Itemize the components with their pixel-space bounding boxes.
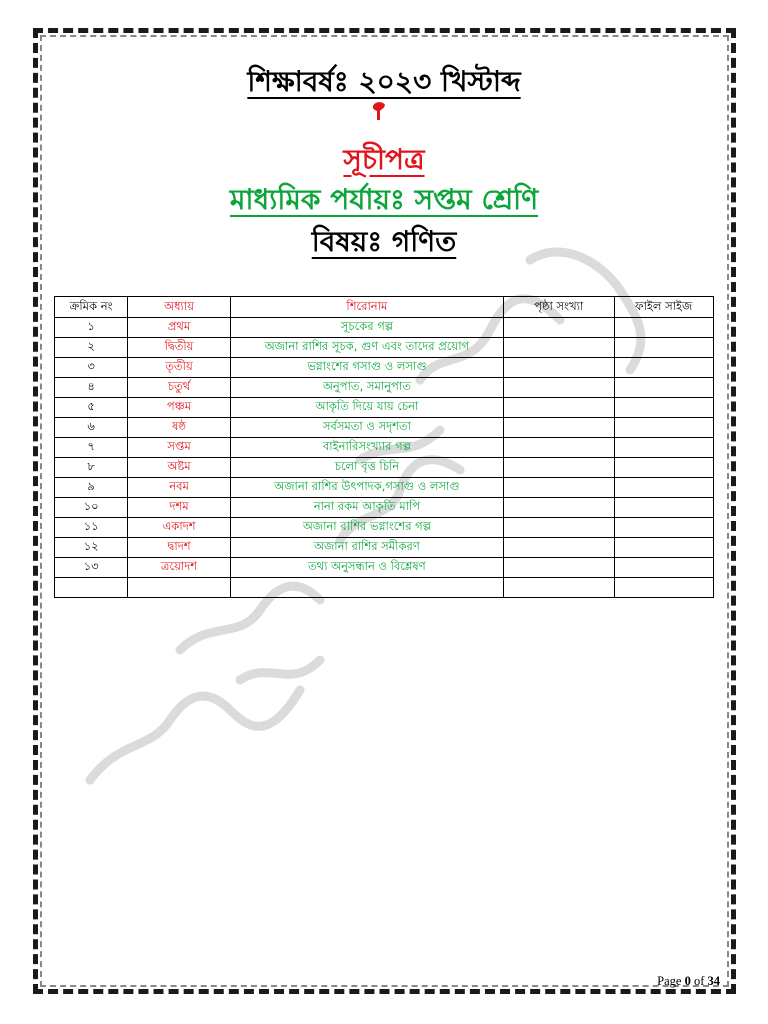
serial-cell: ১২ xyxy=(55,538,128,558)
serial-cell: ৭ xyxy=(55,438,128,458)
file-size-cell xyxy=(614,438,713,458)
page-number-footer xyxy=(657,974,720,989)
table-row xyxy=(55,558,714,578)
page-count-cell xyxy=(504,378,615,398)
serial-cell xyxy=(55,578,128,598)
chapter-cell: দ্বাদশ xyxy=(128,538,230,558)
file-size-cell xyxy=(614,378,713,398)
academic-year-heading: শিক্ষাবর্ষঃ ২০২৩ খিস্টাব্দ xyxy=(247,65,521,98)
file-size-cell xyxy=(614,578,713,598)
table-row xyxy=(55,518,714,538)
header-serial-no: ক্রমিক নং xyxy=(55,297,128,318)
serial-cell: ৮ xyxy=(55,458,128,478)
serial-cell: ১৩ xyxy=(55,558,128,578)
index-title: সূচীপত্র xyxy=(343,143,425,176)
table-row xyxy=(55,398,714,418)
title-cell: অজানা রাশির উৎপাদক,গসাগু ও লসাগু xyxy=(230,478,503,498)
title-cell: তথ্য অনুসন্ধান ও বিশ্লেষণ xyxy=(230,558,503,578)
table-row xyxy=(55,378,714,398)
page-label: Page xyxy=(657,974,682,988)
serial-cell: ৫ xyxy=(55,398,128,418)
serial-cell: ১১ xyxy=(55,518,128,538)
page-count-cell xyxy=(504,458,615,478)
chapter-cell: প্রথম xyxy=(128,318,230,338)
chapter-cell: চতুর্থ xyxy=(128,378,230,398)
file-size-cell xyxy=(614,398,713,418)
table-row xyxy=(55,418,714,438)
decorative-mark-icon xyxy=(371,100,387,122)
chapter-cell: পঞ্চম xyxy=(128,398,230,418)
title-cell: অজানা রাশির সূচক, গুণ এবং তাদের প্রয়োগ xyxy=(230,338,503,358)
chapter-cell: দ্বিতীয় xyxy=(128,338,230,358)
table-row xyxy=(55,458,714,478)
title-cell: ভগ্নাংশের গসাগু ও লসাগু xyxy=(230,358,503,378)
file-size-cell xyxy=(614,498,713,518)
page-count-cell xyxy=(504,518,615,538)
chapter-cell: নবম xyxy=(128,478,230,498)
page-count-cell xyxy=(504,478,615,498)
file-size-cell xyxy=(614,538,713,558)
file-size-cell xyxy=(614,458,713,478)
header-file-size: ফাইল সাইজ xyxy=(614,297,713,318)
chapter-cell: একাদশ xyxy=(128,518,230,538)
title-cell: আকৃতি দিয়ে যায় চেনা xyxy=(230,398,503,418)
title-cell: সর্বসমতা ও সদৃশতা xyxy=(230,418,503,438)
file-size-cell xyxy=(614,418,713,438)
serial-cell: ১০ xyxy=(55,498,128,518)
page-count-cell xyxy=(504,358,615,378)
table-row xyxy=(55,318,714,338)
title-cell: চলো বৃত্ত চিনি xyxy=(230,458,503,478)
serial-cell: ৯ xyxy=(55,478,128,498)
serial-cell: ৬ xyxy=(55,418,128,438)
table-row xyxy=(55,578,714,598)
title-cell: সূচকের গল্প xyxy=(230,318,503,338)
header-page-count: পৃষ্ঠা সংখ্যা xyxy=(504,297,615,318)
serial-cell: ২ xyxy=(55,338,128,358)
chapter-cell: অষ্টম xyxy=(128,458,230,478)
contents-table xyxy=(54,296,714,598)
page-count-cell xyxy=(504,538,615,558)
subject-heading: বিষয়ঃ গণিত xyxy=(311,225,457,258)
file-size-cell xyxy=(614,558,713,578)
title-cell: অজানা রাশির ভগ্নাংশের গল্প xyxy=(230,518,503,538)
title-cell: অনুপাত, সমানুপাত xyxy=(230,378,503,398)
chapter-cell: দশম xyxy=(128,498,230,518)
page-count-cell xyxy=(504,438,615,458)
page-count-cell xyxy=(504,558,615,578)
table-row xyxy=(55,498,714,518)
current-page: 0 xyxy=(684,974,691,988)
page-count-cell xyxy=(504,318,615,338)
serial-cell: ৩ xyxy=(55,358,128,378)
chapter-cell: ষষ্ঠ xyxy=(128,418,230,438)
file-size-cell xyxy=(614,518,713,538)
of-label: of xyxy=(693,974,705,988)
table-row xyxy=(55,338,714,358)
stage-heading: মাধ্যমিক পর্যায়ঃ সপ্তম শ্রেণি xyxy=(229,183,539,216)
table-row xyxy=(55,358,714,378)
total-pages: 34 xyxy=(707,974,720,988)
chapter-cell: সপ্তম xyxy=(128,438,230,458)
file-size-cell xyxy=(614,338,713,358)
table-header-row xyxy=(55,297,714,318)
page-count-cell xyxy=(504,398,615,418)
page-count-cell xyxy=(504,418,615,438)
header-title: শিরোনাম xyxy=(230,297,503,318)
title-cell: বাইনারিসংখ্যার গল্প xyxy=(230,438,503,458)
table-row xyxy=(55,478,714,498)
file-size-cell xyxy=(614,358,713,378)
title-cell: অজানা রাশির সমীকরণ xyxy=(230,538,503,558)
page-count-cell xyxy=(504,338,615,358)
chapter-cell: ত্রয়োদশ xyxy=(128,558,230,578)
title-cell xyxy=(230,578,503,598)
page-count-cell xyxy=(504,498,615,518)
chapter-cell xyxy=(128,578,230,598)
page-count-cell xyxy=(504,578,615,598)
table-row xyxy=(55,538,714,558)
file-size-cell xyxy=(614,478,713,498)
serial-cell: ১ xyxy=(55,318,128,338)
file-size-cell xyxy=(614,318,713,338)
header-chapter: অধ্যায় xyxy=(128,297,230,318)
serial-cell: ৪ xyxy=(55,378,128,398)
title-cell: নানা রকম আকৃতি মাপি xyxy=(230,498,503,518)
chapter-cell: তৃতীয় xyxy=(128,358,230,378)
table-row xyxy=(55,438,714,458)
